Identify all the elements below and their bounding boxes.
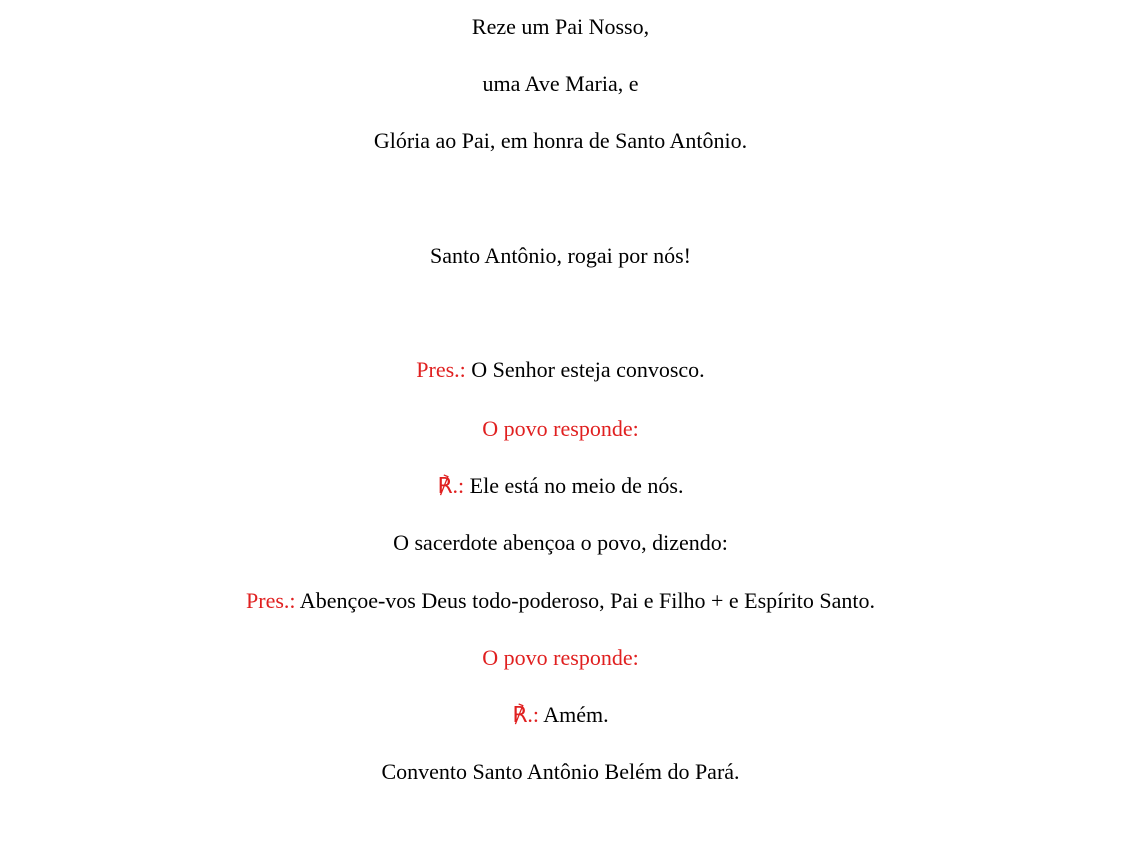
prayer-line-gloria: Glória ao Pai, em honra de Santo Antônio. (373, 128, 748, 153)
prayer-line-ave-maria: uma Ave Maria, e (482, 71, 639, 96)
instruction-line: O sacerdote abençoa o povo, dizendo: (393, 530, 728, 555)
blessing-line (0, 587, 1121, 615)
footer-convent: Convento Santo Antônio Belém do Pará. (381, 759, 740, 784)
rubric-people-respond: O povo responde: (482, 645, 639, 670)
response-symbol: ℟.: (512, 702, 539, 727)
amen-response-line (0, 701, 1121, 729)
invocation-line: Santo Antônio, rogai por nós! (430, 243, 691, 268)
response-text: Ele está no meio de nós. (464, 473, 684, 498)
response-symbol: ℟.: (437, 473, 465, 498)
response-line (0, 472, 1121, 500)
presider-label: Pres.: (416, 357, 466, 382)
greeting-text: O Senhor esteja convosco. (465, 357, 705, 382)
prayer-line-pai-nosso: Reze um Pai Nosso, (471, 14, 650, 39)
presider-label: Pres.: (246, 588, 296, 613)
amen-text: Amém. (539, 702, 609, 727)
greeting-line (0, 356, 1121, 384)
rubric-people-respond: O povo responde: (482, 416, 639, 441)
blessing-text: Abençoe-vos Deus todo-poderoso, Pai e Filho + e Espírito Santo. (295, 588, 875, 613)
